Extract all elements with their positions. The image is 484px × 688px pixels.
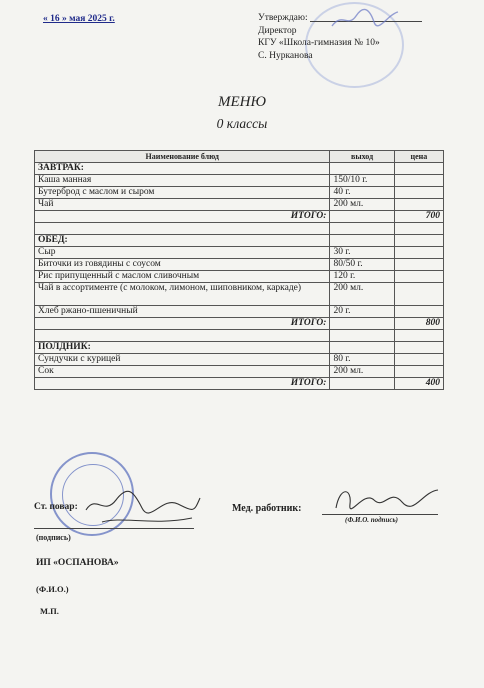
- menu-table: [34, 150, 444, 390]
- dish-portion: 200 мл.: [330, 199, 394, 211]
- table-row: [35, 366, 444, 378]
- dish-portion: 120 г.: [330, 271, 394, 283]
- total-row: [35, 378, 444, 390]
- med-signature-line: [322, 514, 438, 515]
- menu-date: « 16 » мая 2025 г.: [43, 14, 115, 24]
- total-label: ИТОГО:: [35, 378, 330, 390]
- approval-line-3: КГУ «Школа-гимназия № 10»: [258, 38, 380, 48]
- approval-line-1: Утверждаю:: [258, 13, 308, 23]
- section-name: ОБЕД:: [35, 235, 330, 247]
- page-title: МЕНЮ: [218, 94, 266, 110]
- dish-portion: 80/50 г.: [330, 259, 394, 271]
- cook-signature-line: [34, 528, 194, 529]
- table-row: [35, 306, 444, 318]
- dish-portion: 150/10 г.: [330, 175, 394, 187]
- dish-portion: 30 г.: [330, 247, 394, 259]
- company-name: ИП «ОСПАНОВА»: [36, 558, 119, 568]
- dish-portion: 200 мл.: [330, 366, 394, 378]
- med-worker-signature: [330, 482, 442, 518]
- total-value: 800: [394, 318, 443, 330]
- section-row: [35, 342, 444, 354]
- signature-caption: (подпись): [36, 533, 71, 542]
- table-header-row: [35, 151, 444, 163]
- header-dish: Наименование блюд: [35, 151, 330, 163]
- table-row: [35, 283, 444, 306]
- section-name: ПОЛДНИК:: [35, 342, 330, 354]
- total-row: [35, 318, 444, 330]
- total-value: 400: [394, 378, 443, 390]
- dish-portion: 200 мл.: [330, 283, 394, 306]
- total-value: 700: [394, 211, 443, 223]
- dish-portion: 80 г.: [330, 354, 394, 366]
- page-subtitle: 0 классы: [216, 116, 268, 131]
- header-portion: выход: [330, 151, 394, 163]
- name-caption: (Ф.И.О.): [36, 584, 69, 594]
- dish-name: Сок: [35, 366, 330, 378]
- dish-name: Биточки из говядины с соусом: [35, 259, 330, 271]
- dish-name: Хлеб ржано-пшеничный: [35, 306, 330, 318]
- table-row: [35, 247, 444, 259]
- total-label: ИТОГО:: [35, 211, 330, 223]
- cook-signature: [82, 486, 202, 528]
- dish-name: Бутерброд с маслом и сыром: [35, 187, 330, 199]
- table-row: [35, 354, 444, 366]
- dish-portion: 20 г.: [330, 306, 394, 318]
- seal-label: М.П.: [40, 606, 59, 616]
- spacer-row: [35, 330, 444, 342]
- approval-line-4: С. Нурканова: [258, 50, 313, 61]
- table-row: [35, 175, 444, 187]
- header-price: цена: [394, 151, 443, 163]
- dish-name: Сыр: [35, 247, 330, 259]
- med-caption: (Ф.И.О. подпись): [345, 516, 398, 524]
- section-row: [35, 163, 444, 175]
- cook-label: Ст. повар:: [34, 502, 78, 512]
- director-signature: [330, 8, 400, 30]
- total-row: [35, 211, 444, 223]
- approval-line-2: Директор: [258, 25, 297, 36]
- spacer-row: [35, 223, 444, 235]
- table-row: [35, 271, 444, 283]
- dish-name: Рис припущенный с маслом сливочным: [35, 271, 330, 283]
- dish-name: Сундучки с курицей: [35, 354, 330, 366]
- total-label: ИТОГО:: [35, 318, 330, 330]
- section-row: [35, 235, 444, 247]
- dish-name: Чай: [35, 199, 330, 211]
- table-row: [35, 259, 444, 271]
- section-name: ЗАВТРАК:: [35, 163, 330, 175]
- dish-name: Каша манная: [35, 175, 330, 187]
- dish-name: Чай в ассортименте (с молоком, лимоном, шиповником, каркаде): [35, 283, 330, 306]
- table-row: [35, 199, 444, 211]
- dish-portion: 40 г.: [330, 187, 394, 199]
- table-row: [35, 187, 444, 199]
- med-worker-label: Мед. работник:: [232, 503, 302, 514]
